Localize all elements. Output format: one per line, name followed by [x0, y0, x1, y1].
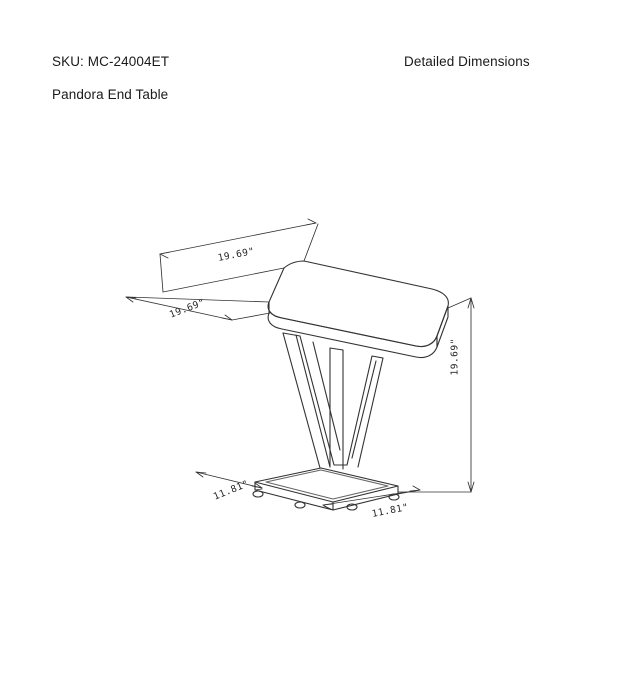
dimension-overall-height: 19.69": [449, 338, 461, 376]
dimension-base-width: 11.81": [370, 501, 410, 520]
product-name: Pandora End Table: [52, 87, 169, 102]
dimension-top-depth: 19.69": [216, 245, 256, 264]
dimension-base-depth: 11.81": [211, 478, 251, 503]
sku-label: SKU: MC-24004ET: [52, 54, 170, 69]
table-drawing-svg: [0, 120, 624, 590]
page-title: Detailed Dimensions: [404, 54, 530, 69]
table-line-drawing: [0, 120, 624, 590]
dimension-top-width: 19.69": [168, 296, 207, 321]
